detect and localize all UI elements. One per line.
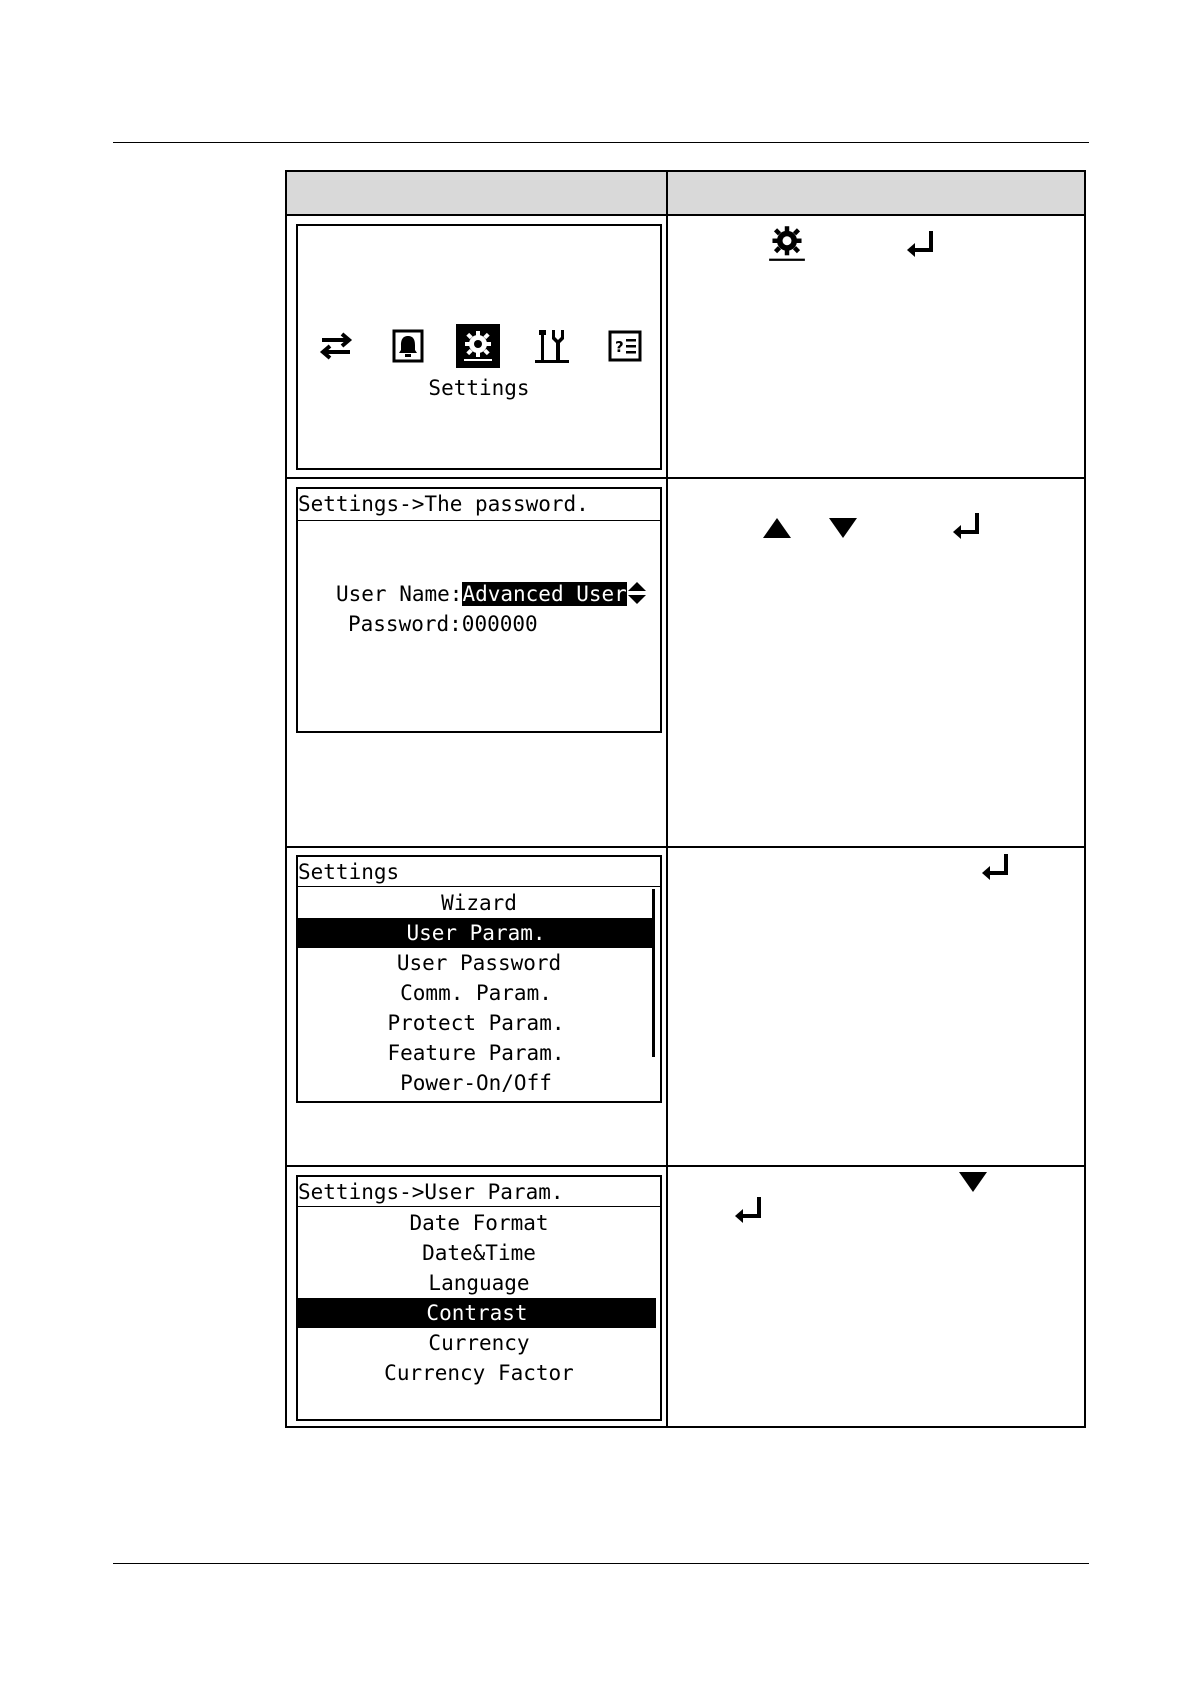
down-arrow-icon xyxy=(828,517,858,539)
title-rule xyxy=(298,886,660,887)
lcd-main-menu-screen xyxy=(296,224,662,470)
svg-text:?: ? xyxy=(615,338,624,356)
title-rule xyxy=(298,520,660,521)
list-item: Comm. Param. xyxy=(400,981,552,1005)
column-divider xyxy=(666,172,668,1426)
enter-key-icon xyxy=(980,853,1010,881)
lcd-user-param-screen xyxy=(296,1175,662,1421)
lcd-password-screen xyxy=(296,487,662,733)
password-label: Password: xyxy=(348,612,462,636)
list-item: Protect Param. xyxy=(387,1011,565,1035)
selected-menu-label: Settings xyxy=(428,376,530,400)
password-row xyxy=(348,612,538,636)
settings-gear-icon xyxy=(456,324,500,368)
list-item-selected: Contrast xyxy=(298,1298,656,1328)
list-item: Date&Time xyxy=(422,1241,536,1265)
about-icon xyxy=(603,324,647,368)
up-arrow-icon xyxy=(762,517,792,539)
table-header-row xyxy=(287,172,1084,216)
scrollbar xyxy=(652,889,655,1057)
list-item: Wizard xyxy=(441,891,517,915)
alarm-icon xyxy=(386,324,430,368)
list-item: User Password xyxy=(396,951,562,975)
list-item: Language xyxy=(428,1271,530,1295)
footer-rule xyxy=(113,1563,1089,1564)
list-item: Power-On/Off xyxy=(400,1071,552,1095)
screen-title: Settings->User Param. xyxy=(298,1180,564,1204)
list-item: Date Format xyxy=(409,1211,549,1235)
screen-title: Settings->The password. xyxy=(298,492,589,516)
row-divider xyxy=(287,846,1084,848)
list-item-selected: User Param. xyxy=(298,918,654,948)
row-divider xyxy=(287,477,1084,479)
up-down-arrow-icon xyxy=(627,581,647,605)
list-item: Feature Param. xyxy=(387,1041,565,1065)
list-item: Currency xyxy=(428,1331,530,1355)
maintenance-icon xyxy=(530,324,574,368)
user-name-value: Advanced User xyxy=(462,582,627,606)
title-rule xyxy=(298,1206,660,1207)
enter-key-icon xyxy=(905,230,935,258)
enter-key-icon xyxy=(951,512,981,540)
settings-gear-icon xyxy=(768,224,806,262)
down-arrow-icon xyxy=(958,1171,988,1193)
header-rule xyxy=(113,142,1089,143)
transfer-icon xyxy=(314,324,358,368)
lcd-settings-list-screen xyxy=(296,855,662,1103)
row-divider xyxy=(287,1165,1084,1167)
procedure-table xyxy=(285,170,1086,1428)
user-name-label: User Name: xyxy=(336,582,463,606)
screen-title: Settings xyxy=(298,860,400,884)
enter-key-icon xyxy=(733,1196,763,1224)
password-value: 000000 xyxy=(461,612,538,636)
user-name-row xyxy=(336,581,647,606)
list-item: Currency Factor xyxy=(384,1361,574,1385)
